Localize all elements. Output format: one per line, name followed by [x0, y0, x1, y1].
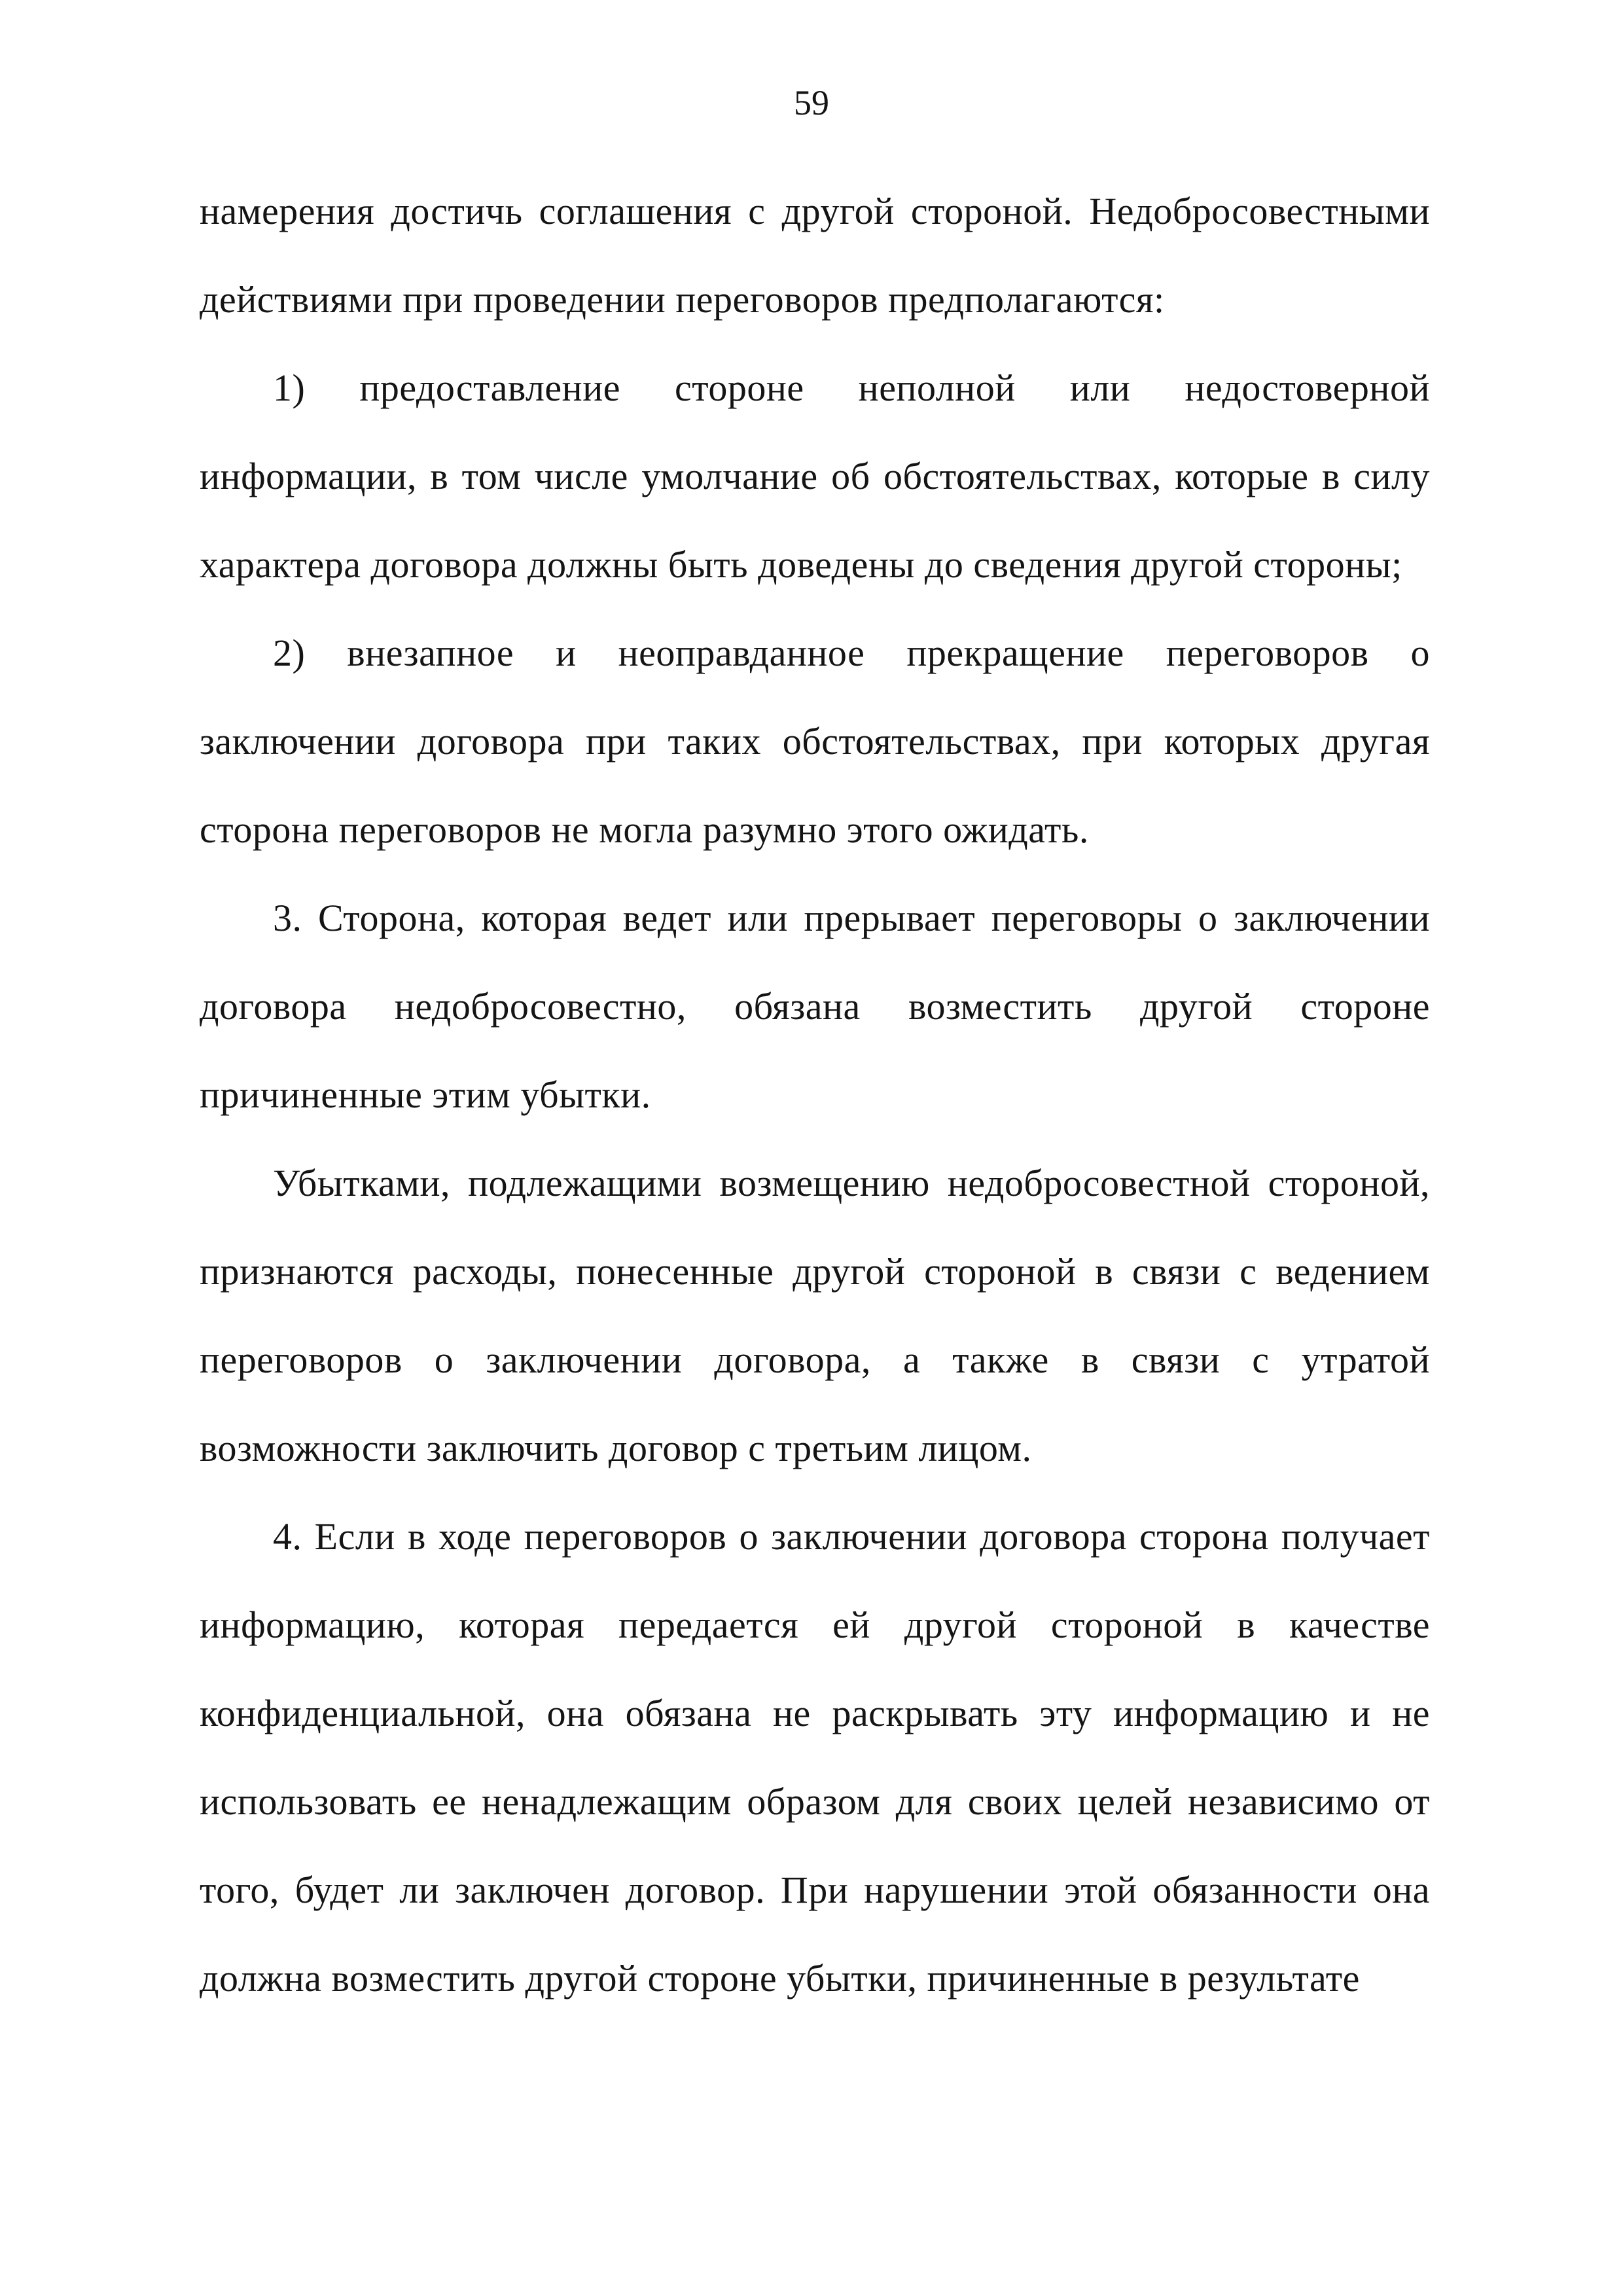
paragraph-point-3: 3. Сторона, которая ведет или прерывает переговоры о заключении договора недобросовестно, обязана возместить другой стороне причиненные этим убытки.	[200, 897, 1430, 1116]
paragraph-item-1: 1) предоставление стороне неполной или недостоверной информации, в том числе умолчание об обстоятельствах, которые в силу характера договора должны быть доведены до сведения другой стороны;	[200, 367, 1430, 586]
paragraph-losses: Убытками, подлежащими возмещению недобросовестной стороной, признаются расходы, понесенные другой стороной в связи с ведением переговоров о заключении договора, а также в связи с утратой возможности заключить договор с третьим лицом.	[200, 1162, 1430, 1469]
page-number: 59	[794, 83, 829, 122]
paragraph-item-2: 2) внезапное и неоправданное прекращение переговоров о заключении договора при таких обстоятельствах, при которых другая сторона переговоров не могла разумно этого ожидать.	[200, 632, 1430, 851]
document-body	[200, 167, 1430, 2022]
paragraph-continuation: намерения достичь соглашения с другой стороной. Недобросовестными действиями при проведении переговоров предполагаются:	[200, 190, 1430, 321]
paragraph-point-4: 4. Если в ходе переговоров о заключении договора сторона получает информацию, которая передается ей другой стороной в качестве конфиденциальной, она обязана не раскрывать эту информацию и не использовать ее ненадлежащим образом для своих целей независимо от того, будет ли заключен договор. При нарушении этой обязанности она должна возместить другой стороне убытки, причиненные в результате	[200, 1515, 1430, 2000]
